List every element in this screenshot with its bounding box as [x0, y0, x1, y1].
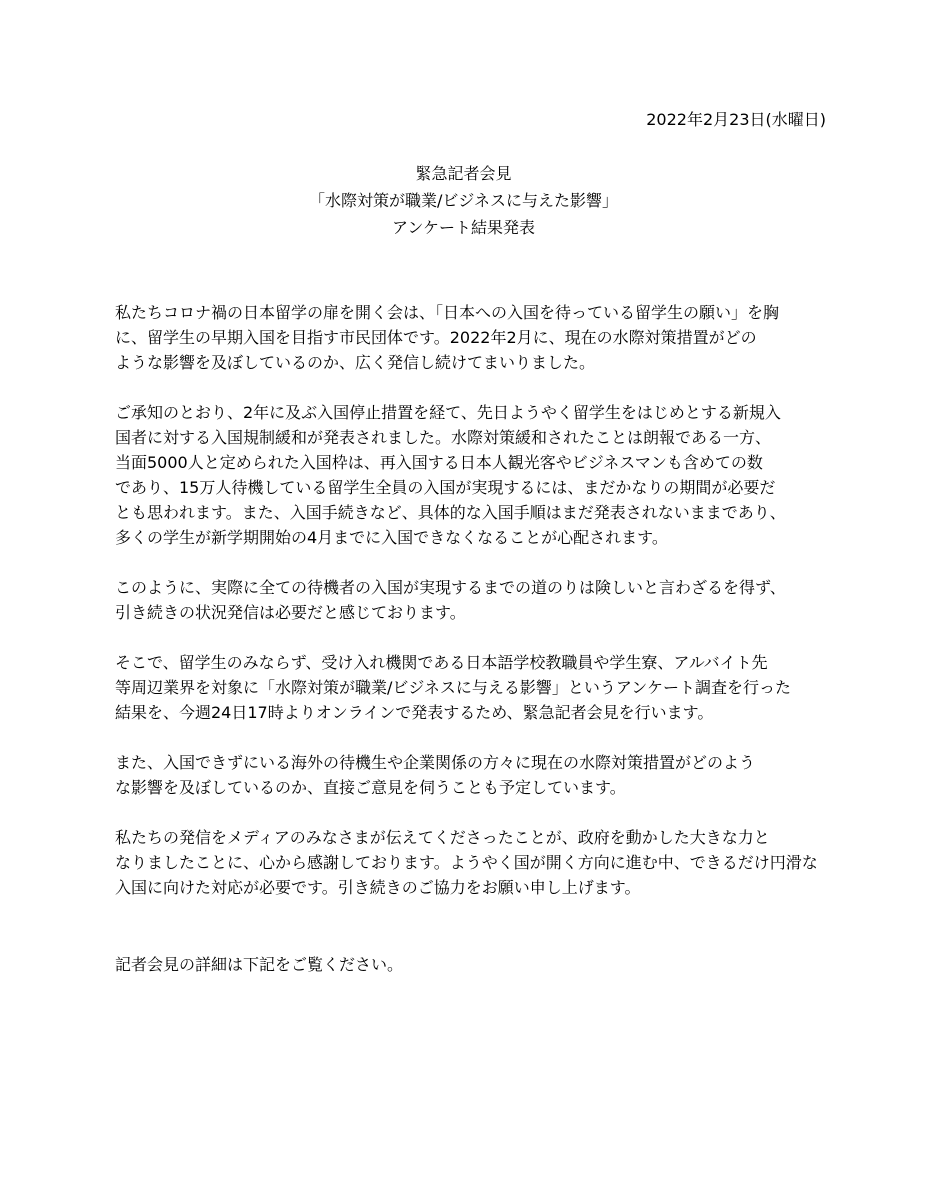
paragraph-interviews	[115, 750, 835, 800]
paragraph-line: ような影響を及ぼしているのか、広く発信し続けてまいりました。	[115, 353, 596, 372]
paragraph-line: 多くの学生が新学期開始の4月までに入国できなくなることが心配されます。	[115, 528, 668, 547]
paragraph-background	[115, 400, 835, 550]
paragraph-situation	[115, 575, 835, 625]
document-date: 2022年2月23日(水曜日)	[646, 110, 826, 129]
document-title	[0, 160, 927, 241]
title-line: 「水際対策が職業/ビジネスに与えた影響」	[309, 191, 618, 210]
closing-note	[115, 952, 835, 977]
paragraph-line: であり、15万人待機している留学生全員の入国が実現するには、まだかなりの期間が必要だ	[115, 478, 776, 497]
paragraph-line: な影響を及ぼしているのか、直接ご意見を伺うことも予定しています。	[115, 778, 626, 797]
title-line: 緊急記者会見	[415, 164, 512, 183]
paragraph-intro	[115, 300, 835, 375]
paragraph-line: このように、実際に全ての待機者の入国が実現するまでの道のりは険しいと言わざるを得ず、	[115, 578, 786, 597]
closing-line: 記者会見の詳細は下記をご覧ください。	[115, 955, 404, 974]
paragraph-line: とも思われます。また、入国手続きなど、具体的な入国手順はまだ発表されないままであり、	[115, 503, 786, 522]
document-body	[115, 300, 835, 1002]
paragraph-line: 当面5000人と定められた入国枠は、再入国する日本人観光客やビジネスマンも含めての数	[115, 453, 763, 472]
paragraph-line: 引き続きの状況発信は必要だと感じております。	[115, 603, 466, 622]
paragraph-line: 入国に向けた対応が必要です。引き続きのご協力をお願い申し上げます。	[115, 878, 641, 897]
title-line: アンケート結果発表	[391, 218, 536, 237]
paragraph-survey	[115, 650, 835, 725]
paragraph-line: また、入国できずにいる海外の待機生や企業関係の方々に現在の水際対策措置がどのよう	[115, 753, 756, 772]
paragraph-line: 国者に対する入国規制緩和が発表されました。水際対策緩和されたことは朗報である一方、	[115, 428, 772, 447]
paragraph-line: なりましたことに、心から感謝しております。ようやく国が開く方向に進む中、できるだけ円滑な	[115, 853, 818, 872]
paragraph-line: そこで、留学生のみならず、受け入れ機関である日本語学校教職員や学生寮、アルバイト先	[115, 653, 768, 672]
paragraph-line: 私たちコロナ禍の日本留学の扉を開く会は、「日本への入国を待っている留学生の願い」を胸	[115, 303, 780, 322]
paragraph-line: 私たちの発信をメディアのみなさまが伝えてくださったことが、政府を動かした大きな力と	[115, 828, 770, 847]
paragraph-line: ご承知のとおり、2年に及ぶ入国停止措置を経て、先日ようやく留学生をはじめとする新規入	[115, 403, 781, 422]
paragraph-line: 結果を、今週24日17時よりオンラインで発表するため、緊急記者会見を行います。	[115, 703, 714, 722]
paragraph-line: に、留学生の早期入国を目指す市民団体です。2022年2月に、現在の水際対策措置がどの	[115, 328, 757, 347]
paragraph-thanks	[115, 825, 835, 900]
paragraph-line: 等周辺業界を対象に「水際対策が職業/ビジネスに与える影響」というアンケート調査を行った	[115, 678, 791, 697]
